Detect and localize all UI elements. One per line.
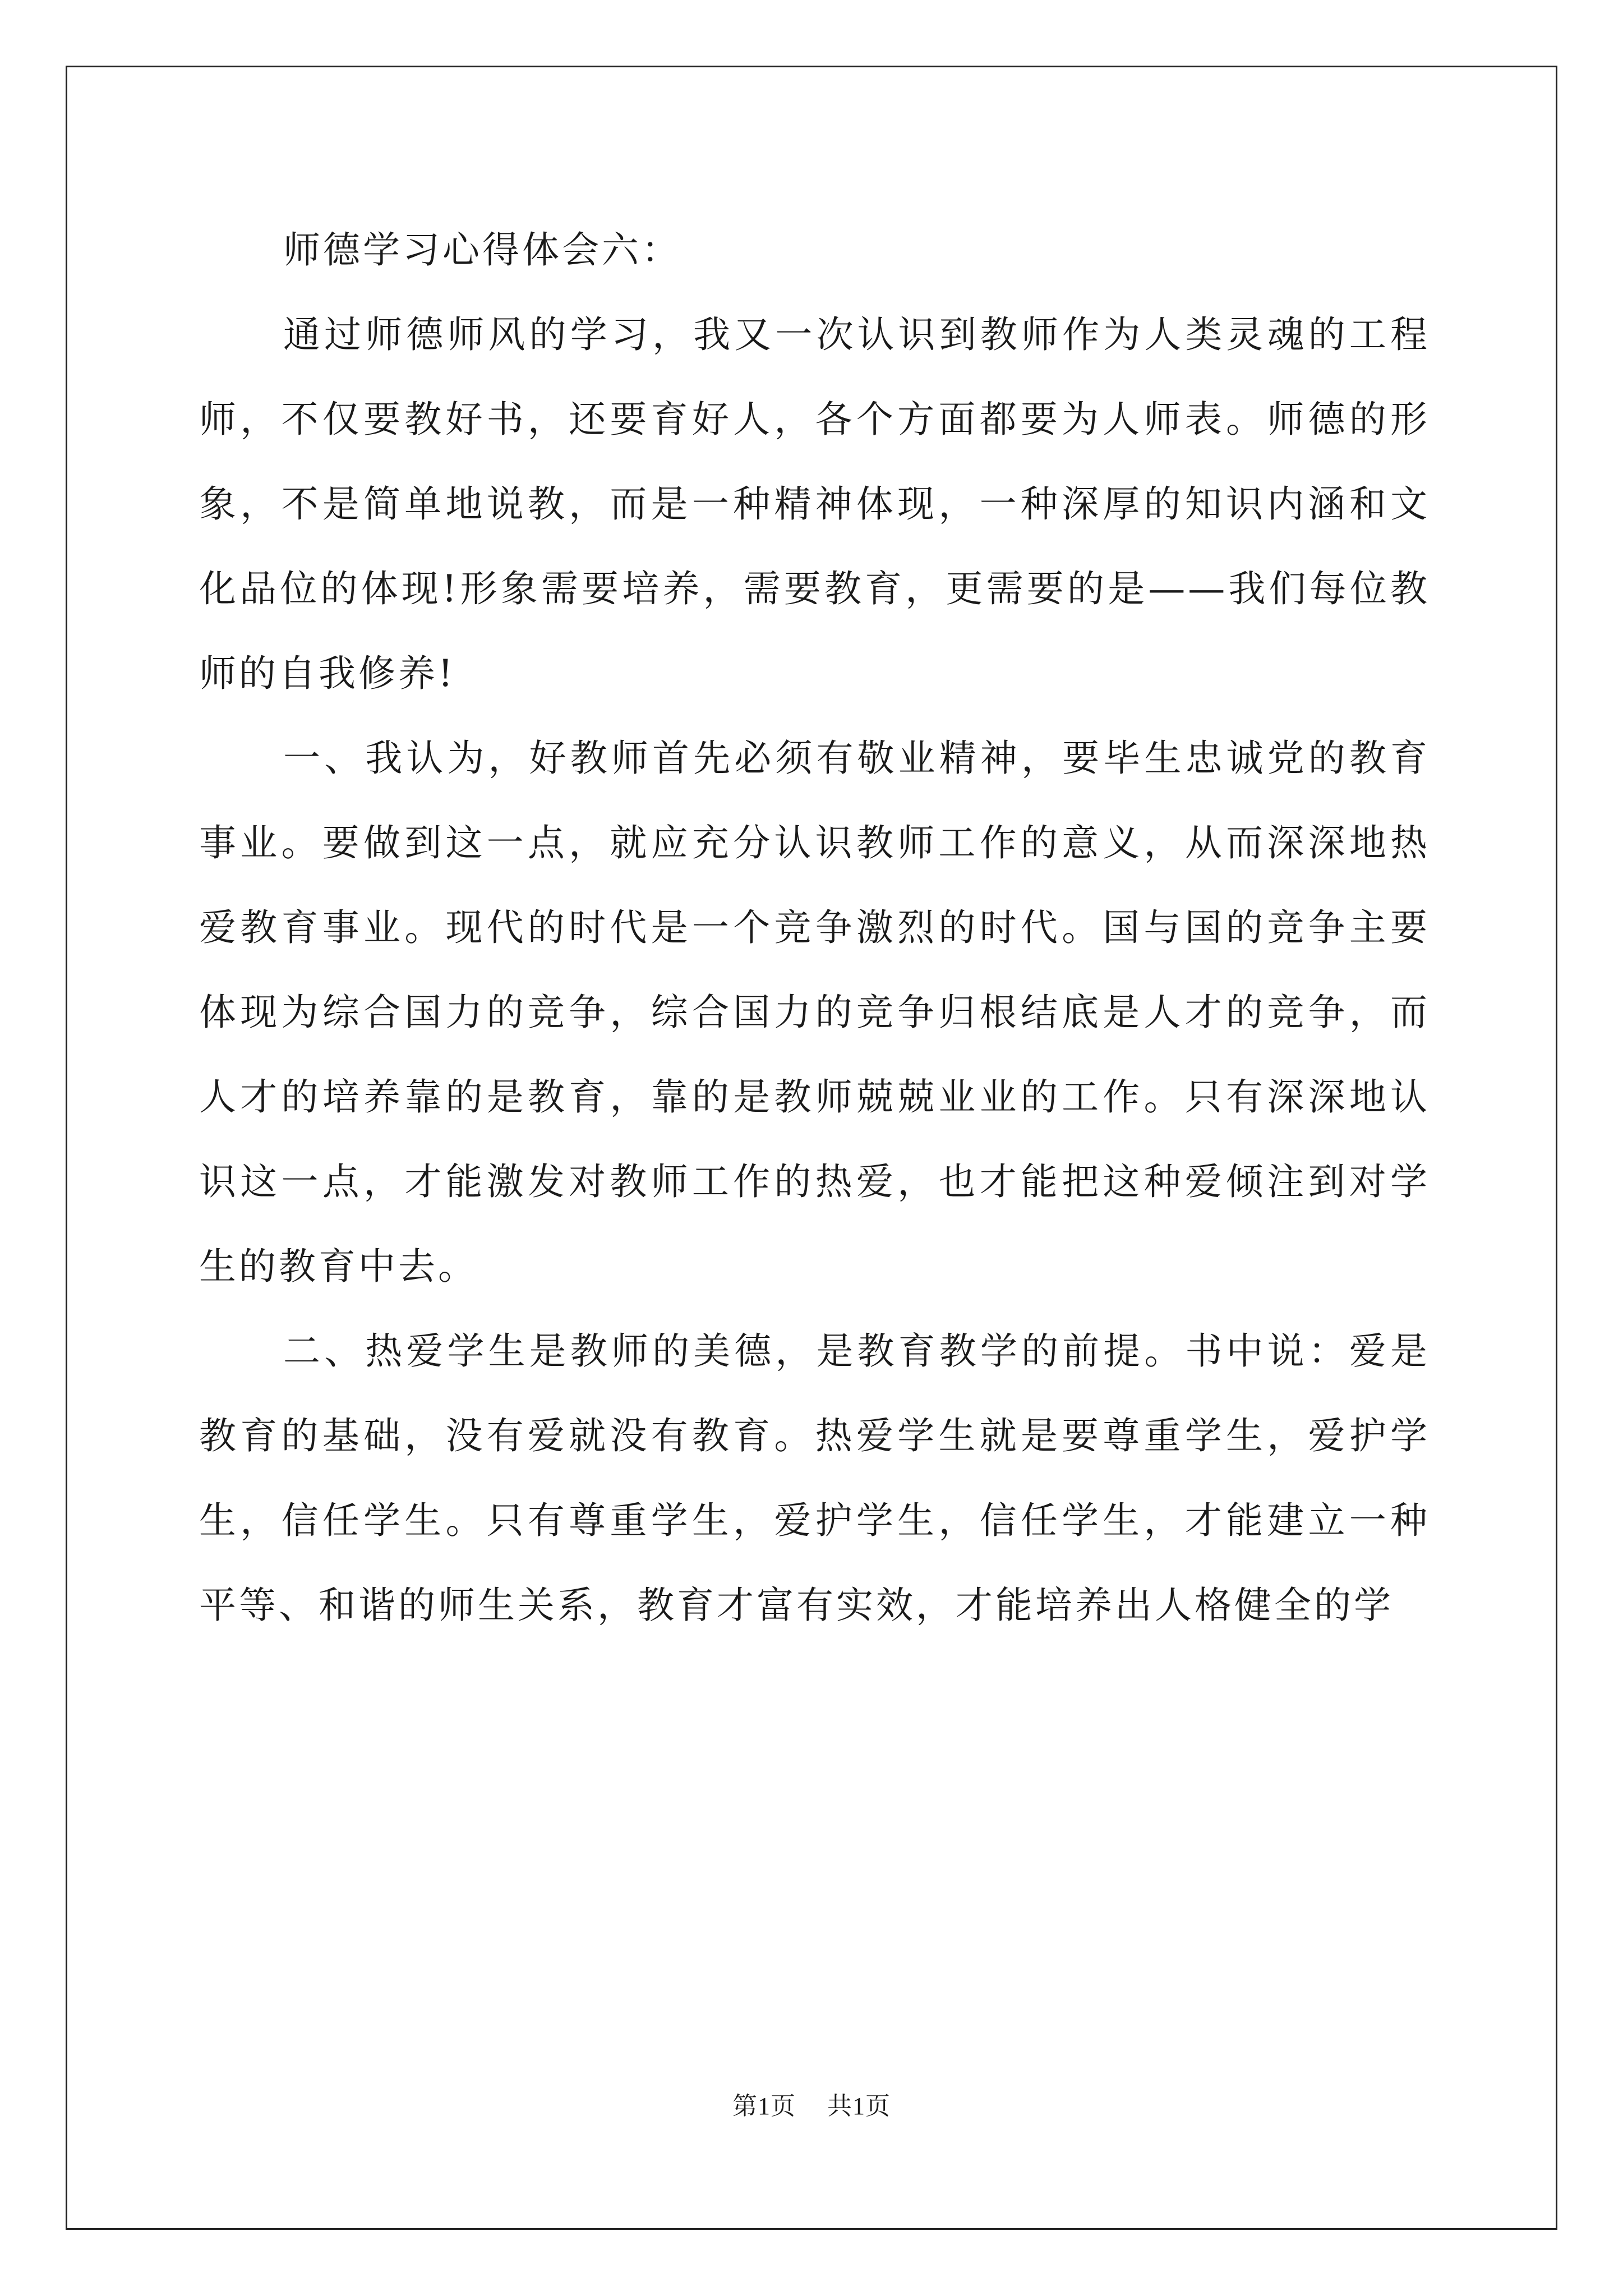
document-title: 师德学习心得体会六： <box>283 228 681 272</box>
document-body <box>199 208 1430 1648</box>
page-total: 共1页 <box>827 2092 891 2120</box>
paragraph: 二、热爱学生是教师的美德，是教育教学的前提。书中说：爱是教育的基础，没有爱就没有教育。热爱学生就是要尊重学生，爱护学生，信任学生。只有尊重学生，爱护学生，信任学生，才能建立一种平等、和谐的师生关系，教育才富有实效，才能培养出人格健全的学 <box>199 1329 1430 1627</box>
paragraph: 通过师德师风的学习，我又一次认识到教师作为人类灵魂的工程师，不仅要教好书，还要育好人，各个方面都要为人师表。师德的形象，不是简单地说教，而是一种精神体现，一种深厚的知识内涵和文化品位的体现!形象需要培养，需要教育，更需要的是——我们每位教师的自我修养! <box>199 313 1430 695</box>
paragraph: 一、我认为，好教师首先必须有敬业精神，要毕生忠诚党的教育事业。要做到这一点，就应充分认识教师工作的意义，从而深深地热爱教育事业。现代的时代是一个竞争激烈的时代。国与国的竞争主要体现为综合国力的竞争，综合国力的竞争归根结底是人才的竞争，而人才的培养靠的是教育，靠的是教师兢兢业业的工作。只有深深地认识这一点，才能激发对教师工作的热爱，也才能把这种爱倾注到对学生的教育中去。 <box>199 737 1430 1288</box>
page-footer <box>0 2086 1623 2122</box>
page-number: 第1页 <box>732 2092 796 2120</box>
